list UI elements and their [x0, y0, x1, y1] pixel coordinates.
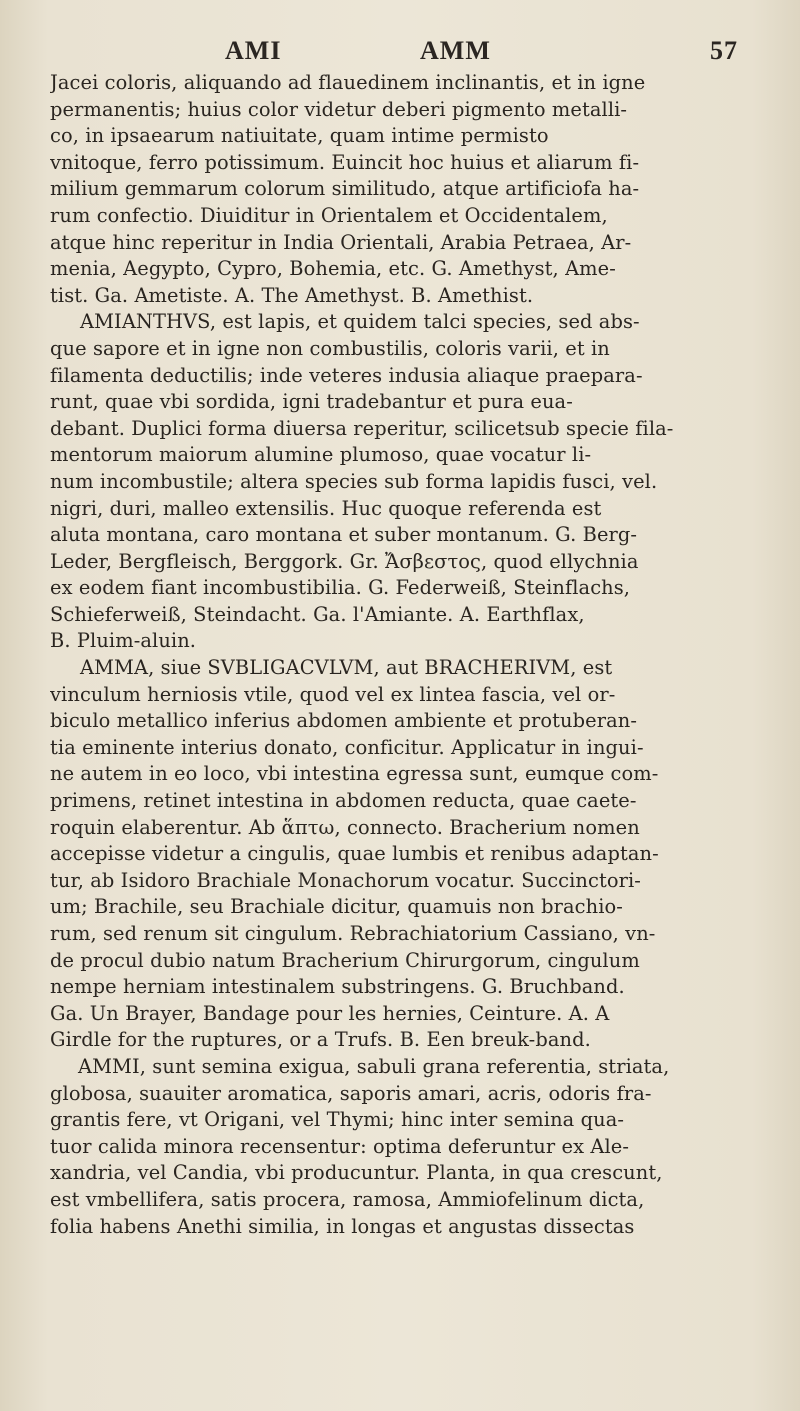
text-line: tist. Ga. Ametiste. A. The Amethyst. B. Amethist.	[50, 283, 534, 307]
text-line: roquin elaberentur. Ab ἅπτω, connecto. Bracherium nomen	[50, 815, 640, 839]
text-line: Girdle for the ruptures, or a Trufs. B. Een breuk-band.	[50, 1028, 591, 1052]
text-line: milium gemmarum colorum similitudo, atque artificiofa ha-	[50, 177, 640, 201]
text-line: tuor calida minora recensentur: optima deferuntur ex Ale-	[50, 1134, 630, 1158]
text-line: biculo metallico inferius abdomen ambiente et protuberan-	[50, 709, 637, 733]
text-line: tur, ab Isidoro Brachiale Monachorum vocatur. Succinctori-	[50, 868, 641, 892]
text-line: permanentis; huius color videtur deberi pigmento metalli-	[50, 97, 628, 121]
text-line: co, in ipsaearum natiuitate, quam intime permisto	[50, 124, 549, 148]
text-line: tia eminente interius donato, conficitur. Applicatur in ingui-	[50, 735, 644, 759]
text-line: mentorum maiorum alumine plumoso, quae vocatur li-	[50, 443, 592, 467]
text-line: est vmbellifera, satis procera, ramosa, Ammiofelinum dicta,	[50, 1187, 645, 1211]
text-line: atque hinc reperitur in India Orientali, Arabia Petraea, Ar-	[50, 230, 632, 254]
text-line: um; Brachile, seu Brachiale dicitur, quamuis non brachio-	[50, 895, 623, 919]
text-line: Schieferweiß, Steindacht. Ga. l'Amiante. A. Earthflax,	[50, 602, 585, 626]
text-line: nempe herniam intestinalem substringens. G. Bruchband.	[50, 975, 625, 999]
entry-ammi-heading-line: AMMI, sunt semina exigua, sabuli grana referentia, striata,	[78, 1054, 670, 1078]
text-line: ne autem in eo loco, vbi intestina egressa sunt, eumque com-	[50, 762, 659, 786]
text-line: Ga. Un Brayer, Bandage pour les hernies, Ceinture. A. A	[50, 1001, 610, 1025]
text-line: grantis fere, vt Origani, vel Thymi; hinc inter semina qua-	[50, 1108, 625, 1132]
text-line: ex eodem fiant incombustibilia. G. Federweiß, Steinflachs,	[50, 576, 631, 600]
text-line: Jacei coloris, aliquando ad flauedinem inclinantis, et in igne	[50, 71, 646, 94]
text-line: aluta montana, caro montana et suber montanum. G. Berg-	[50, 523, 638, 547]
header-left-guide-word: AMI	[225, 36, 282, 65]
entry-amianthus-heading-line: AMIANTHVS, est lapis, et quidem talci species, sed abs-	[80, 310, 640, 334]
text-line: vnitoque, ferro potissimum. Euincit hoc huius et aliarum fi-	[50, 150, 640, 174]
header-center-guide-word: AMM	[420, 36, 491, 65]
text-line: runt, quae vbi sordida, igni tradebantur et pura eua-	[50, 390, 573, 414]
text-line: de procul dubio natum Bracherium Chirurgorum, cingulum	[50, 948, 640, 972]
text-line: rum, sed renum sit cingulum. Rebrachiatorium Cassiano, vn-	[50, 922, 656, 945]
running-header	[0, 28, 800, 68]
text-line: vinculum herniosis vtile, quod vel ex lintea fascia, vel or-	[50, 682, 616, 706]
text-line: filamenta deductilis; inde veteres indusia aliaque praepara-	[50, 363, 643, 387]
text-line: xandria, vel Candia, vbi producuntur. Planta, in qua crescunt,	[50, 1161, 663, 1185]
text-line: globosa, suauiter aromatica, saporis amari, acris, odoris fra-	[50, 1081, 652, 1105]
text-line: debant. Duplici forma diuersa reperitur, scilicetsub specie fila-	[50, 416, 674, 440]
entry-amma-heading-line: AMMA, siue SVBLIGACVLVM, aut BRACHERIVM, est	[80, 656, 613, 680]
text-line: B. Pluim-aluin.	[50, 629, 197, 653]
text-line: que sapore et in igne non combustilis, coloris varii, et in	[50, 336, 610, 360]
text-line: num incombustile; altera species sub forma lapidis fusci, vel.	[50, 469, 658, 493]
text-line: Leder, Bergfleisch, Berggork. Gr. Ἄσβεστος, quod ellychnia	[50, 549, 639, 573]
text-line: primens, retinet intestina in abdomen reducta, quae caete-	[50, 789, 637, 813]
text-line: accepisse videtur a cingulis, quae lumbis et renibus adaptan-	[50, 842, 659, 866]
page-number: 57	[710, 36, 738, 65]
text-line: folia habens Anethi similia, in longas et angustas dissectas	[50, 1214, 635, 1238]
text-line: nigri, duri, malleo extensilis. Huc quoque referenda est	[50, 496, 602, 520]
text-line: rum confectio. Diuiditur in Orientalem et Occidentalem,	[50, 203, 608, 227]
dictionary-text	[50, 70, 770, 1240]
text-line: menia, Aegypto, Cypro, Bohemia, etc. G. Amethyst, Ame-	[50, 257, 616, 281]
